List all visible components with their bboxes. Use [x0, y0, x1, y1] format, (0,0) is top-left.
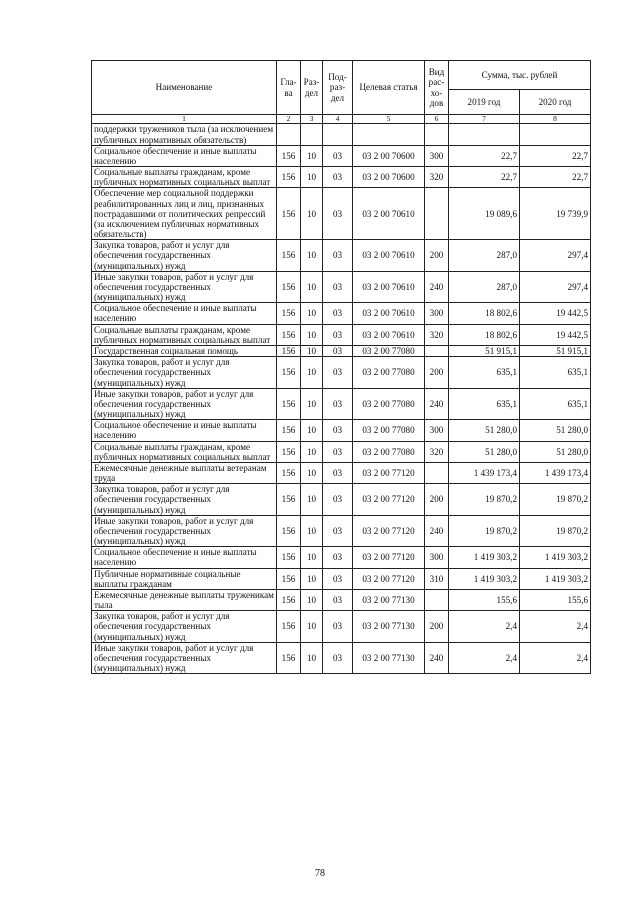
cell-glava: 156 [277, 271, 301, 303]
cell-razdel: 10 [301, 568, 323, 589]
cell-target: 03 2 00 77080 [353, 441, 425, 462]
header-target: Целевая статья [353, 61, 425, 115]
cell-vid: 240 [425, 515, 449, 547]
cell-glava: 156 [277, 240, 301, 272]
cell-2019: 19 089,6 [449, 188, 520, 240]
cell-2020: 51 280,0 [520, 420, 591, 441]
cell-2019: 19 870,2 [449, 484, 520, 516]
cell-vid [425, 589, 449, 610]
cell-name: Закупка товаров, работ и услуг для обеспечения государственных (муниципальных) нужд [92, 484, 277, 516]
cell-target: 03 2 00 70600 [353, 145, 425, 166]
header-podrazdel: Под-раз-дел [323, 61, 353, 115]
cell-glava: 156 [277, 145, 301, 166]
cell-target: 03 2 00 77080 [353, 357, 425, 389]
cell-2020: 635,1 [520, 357, 591, 389]
cell-name: Закупка товаров, работ и услуг для обеспечения государственных (муниципальных) нужд [92, 611, 277, 643]
header-2019: 2019 год [449, 90, 520, 115]
table-row [92, 568, 591, 589]
cell-name: Государственная социальная помощь [92, 346, 277, 357]
cell-podrazdel: 03 [323, 515, 353, 547]
cell-glava: 156 [277, 515, 301, 547]
cell-2019 [449, 124, 520, 145]
cell-2020: 1 439 173,4 [520, 462, 591, 483]
cell-glava: 156 [277, 589, 301, 610]
cell-2019: 2,4 [449, 642, 520, 674]
cell-2020: 22,7 [520, 145, 591, 166]
table-row [92, 642, 591, 674]
cell-razdel: 10 [301, 547, 323, 568]
table-row [92, 346, 591, 357]
cell-2020: 51 915,1 [520, 346, 591, 357]
table-row [92, 611, 591, 643]
column-number: 4 [323, 115, 353, 124]
cell-target: 03 2 00 70610 [353, 240, 425, 272]
cell-razdel: 10 [301, 188, 323, 240]
cell-glava: 156 [277, 484, 301, 516]
cell-vid [425, 462, 449, 483]
cell-razdel: 10 [301, 589, 323, 610]
header-name: Наименование [92, 61, 277, 115]
table-row [92, 589, 591, 610]
cell-glava: 156 [277, 388, 301, 420]
cell-name: Социальное обеспечение и иные выплаты населению [92, 547, 277, 568]
cell-glava: 156 [277, 167, 301, 188]
table-row [92, 271, 591, 303]
cell-name: Иные закупки товаров, работ и услуг для обеспечения государственных (муниципальных) нужд [92, 515, 277, 547]
cell-vid: 200 [425, 357, 449, 389]
cell-vid: 200 [425, 484, 449, 516]
cell-glava: 156 [277, 420, 301, 441]
table-row [92, 462, 591, 483]
cell-name: Социальные выплаты гражданам, кроме публичных нормативных социальных выплат [92, 167, 277, 188]
cell-razdel: 10 [301, 357, 323, 389]
column-number: 3 [301, 115, 323, 124]
cell-razdel: 10 [301, 642, 323, 674]
cell-podrazdel: 03 [323, 240, 353, 272]
column-number: 5 [353, 115, 425, 124]
cell-target: 03 2 00 77120 [353, 484, 425, 516]
cell-glava: 156 [277, 357, 301, 389]
table-row [92, 145, 591, 166]
cell-2020: 2,4 [520, 611, 591, 643]
cell-podrazdel: 03 [323, 145, 353, 166]
cell-target: 03 2 00 77080 [353, 388, 425, 420]
cell-target: 03 2 00 70600 [353, 167, 425, 188]
cell-vid [425, 346, 449, 357]
cell-podrazdel: 03 [323, 324, 353, 345]
cell-name: Социальное обеспечение и иные выплаты населению [92, 145, 277, 166]
cell-name: Ежемесячные денежные выплаты труженикам тыла [92, 589, 277, 610]
cell-2019: 51 915,1 [449, 346, 520, 357]
table-row [92, 484, 591, 516]
cell-podrazdel: 03 [323, 346, 353, 357]
cell-razdel: 10 [301, 484, 323, 516]
cell-vid: 240 [425, 642, 449, 674]
table-row [92, 240, 591, 272]
cell-2019: 635,1 [449, 357, 520, 389]
cell-vid: 320 [425, 167, 449, 188]
cell-razdel [301, 124, 323, 145]
cell-vid: 320 [425, 324, 449, 345]
cell-2019: 287,0 [449, 271, 520, 303]
cell-glava: 156 [277, 303, 301, 324]
header-2020: 2020 год [520, 90, 591, 115]
cell-podrazdel: 03 [323, 188, 353, 240]
cell-vid: 300 [425, 145, 449, 166]
cell-vid: 300 [425, 547, 449, 568]
cell-razdel: 10 [301, 388, 323, 420]
column-number-row [92, 115, 591, 124]
header-vid: Вид рас-хо-дов [425, 61, 449, 115]
cell-glava: 156 [277, 188, 301, 240]
cell-2019: 287,0 [449, 240, 520, 272]
cell-2020: 19 739,9 [520, 188, 591, 240]
cell-target: 03 2 00 77080 [353, 420, 425, 441]
cell-name: Иные закупки товаров, работ и услуг для обеспечения государственных (муниципальных) нужд [92, 271, 277, 303]
cell-name: Публичные нормативные социальные выплаты гражданам [92, 568, 277, 589]
cell-glava: 156 [277, 324, 301, 345]
cell-target: 03 2 00 77120 [353, 515, 425, 547]
column-number: 8 [520, 115, 591, 124]
cell-name: Социальные выплаты гражданам, кроме публичных нормативных социальных выплат [92, 324, 277, 345]
cell-podrazdel: 03 [323, 484, 353, 516]
cell-podrazdel: 03 [323, 568, 353, 589]
cell-2019: 1 419 303,2 [449, 568, 520, 589]
column-number: 2 [277, 115, 301, 124]
cell-vid: 300 [425, 420, 449, 441]
cell-vid: 240 [425, 271, 449, 303]
cell-podrazdel: 03 [323, 441, 353, 462]
cell-razdel: 10 [301, 324, 323, 345]
header-glava: Гла-ва [277, 61, 301, 115]
cell-razdel: 10 [301, 303, 323, 324]
cell-2020: 19 870,2 [520, 484, 591, 516]
cell-vid [425, 188, 449, 240]
column-number: 6 [425, 115, 449, 124]
table-row [92, 441, 591, 462]
cell-target: 03 2 00 77130 [353, 642, 425, 674]
cell-2019: 22,7 [449, 167, 520, 188]
cell-target: 03 2 00 70610 [353, 324, 425, 345]
cell-2019: 19 870,2 [449, 515, 520, 547]
cell-target: 03 2 00 77120 [353, 547, 425, 568]
cell-target: 03 2 00 77080 [353, 346, 425, 357]
cell-glava [277, 124, 301, 145]
cell-podrazdel: 03 [323, 611, 353, 643]
cell-razdel: 10 [301, 271, 323, 303]
table-row [92, 188, 591, 240]
cell-2019: 635,1 [449, 388, 520, 420]
header-razdel: Раз-дел [301, 61, 323, 115]
cell-name: Социальное обеспечение и иные выплаты населению [92, 303, 277, 324]
cell-vid: 200 [425, 240, 449, 272]
cell-glava: 156 [277, 462, 301, 483]
cell-2020: 297,4 [520, 240, 591, 272]
table-row [92, 303, 591, 324]
cell-2020: 297,4 [520, 271, 591, 303]
cell-2019: 51 280,0 [449, 441, 520, 462]
cell-podrazdel: 03 [323, 303, 353, 324]
cell-2019: 18 802,6 [449, 303, 520, 324]
cell-podrazdel: 03 [323, 547, 353, 568]
cell-razdel: 10 [301, 441, 323, 462]
cell-razdel: 10 [301, 167, 323, 188]
cell-2020: 1 419 303,2 [520, 568, 591, 589]
table-row [92, 547, 591, 568]
cell-podrazdel: 03 [323, 167, 353, 188]
cell-razdel: 10 [301, 420, 323, 441]
cell-razdel: 10 [301, 145, 323, 166]
table-row [92, 420, 591, 441]
cell-razdel: 10 [301, 346, 323, 357]
header-sum: Сумма, тыс. рублей [449, 61, 591, 90]
table-row [92, 167, 591, 188]
cell-podrazdel [323, 124, 353, 145]
cell-glava: 156 [277, 547, 301, 568]
cell-2020 [520, 124, 591, 145]
cell-name: поддержки тружеников тыла (за исключением публичных нормативных обязательств) [92, 124, 277, 145]
cell-2019: 1 419 303,2 [449, 547, 520, 568]
cell-name: Обеспечение мер социальной поддержки реабилитированных лиц и лиц, признанных пострадавшими от политических репрессий (за исключением публичных нормативных обязательств) [92, 188, 277, 240]
cell-podrazdel: 03 [323, 357, 353, 389]
cell-podrazdel: 03 [323, 420, 353, 441]
cell-target: 03 2 00 77120 [353, 462, 425, 483]
cell-target [353, 124, 425, 145]
table-body [92, 124, 591, 674]
cell-name: Закупка товаров, работ и услуг для обеспечения государственных (муниципальных) нужд [92, 240, 277, 272]
table-row [92, 357, 591, 389]
cell-target: 03 2 00 77120 [353, 568, 425, 589]
table-row [92, 324, 591, 345]
budget-table [91, 60, 591, 674]
cell-razdel: 10 [301, 462, 323, 483]
cell-target: 03 2 00 77130 [353, 589, 425, 610]
cell-2019: 18 802,6 [449, 324, 520, 345]
cell-razdel: 10 [301, 515, 323, 547]
cell-name: Ежемесячные денежные выплаты ветеранам труда [92, 462, 277, 483]
cell-2019: 22,7 [449, 145, 520, 166]
page-number: 78 [315, 868, 325, 879]
cell-2019: 155,6 [449, 589, 520, 610]
cell-name: Иные закупки товаров, работ и услуг для обеспечения государственных (муниципальных) нужд [92, 642, 277, 674]
table-row [92, 388, 591, 420]
cell-razdel: 10 [301, 240, 323, 272]
cell-glava: 156 [277, 568, 301, 589]
cell-2020: 2,4 [520, 642, 591, 674]
cell-2020: 155,6 [520, 589, 591, 610]
cell-razdel: 10 [301, 611, 323, 643]
cell-2020: 635,1 [520, 388, 591, 420]
budget-table-container [91, 60, 590, 674]
cell-glava: 156 [277, 642, 301, 674]
cell-vid: 200 [425, 611, 449, 643]
cell-name: Закупка товаров, работ и услуг для обеспечения государственных (муниципальных) нужд [92, 357, 277, 389]
cell-glava: 156 [277, 441, 301, 462]
cell-2020: 19 870,2 [520, 515, 591, 547]
cell-2020: 1 419 303,2 [520, 547, 591, 568]
cell-glava: 156 [277, 611, 301, 643]
cell-vid: 240 [425, 388, 449, 420]
cell-podrazdel: 03 [323, 462, 353, 483]
cell-name: Социальное обеспечение и иные выплаты населению [92, 420, 277, 441]
cell-2019: 51 280,0 [449, 420, 520, 441]
cell-podrazdel: 03 [323, 589, 353, 610]
cell-2020: 19 442,5 [520, 303, 591, 324]
cell-name: Иные закупки товаров, работ и услуг для обеспечения государственных (муниципальных) нужд [92, 388, 277, 420]
column-number: 7 [449, 115, 520, 124]
cell-vid [425, 124, 449, 145]
cell-glava: 156 [277, 346, 301, 357]
cell-2019: 1 439 173,4 [449, 462, 520, 483]
cell-podrazdel: 03 [323, 642, 353, 674]
table-row [92, 124, 591, 145]
cell-name: Социальные выплаты гражданам, кроме публичных нормативных социальных выплат [92, 441, 277, 462]
cell-podrazdel: 03 [323, 388, 353, 420]
cell-target: 03 2 00 70610 [353, 271, 425, 303]
column-number: 1 [92, 115, 277, 124]
cell-vid: 310 [425, 568, 449, 589]
table-row [92, 515, 591, 547]
cell-target: 03 2 00 70610 [353, 188, 425, 240]
cell-target: 03 2 00 70610 [353, 303, 425, 324]
cell-2020: 19 442,5 [520, 324, 591, 345]
cell-vid: 320 [425, 441, 449, 462]
cell-2019: 2,4 [449, 611, 520, 643]
cell-2020: 51 280,0 [520, 441, 591, 462]
cell-2020: 22,7 [520, 167, 591, 188]
cell-target: 03 2 00 77130 [353, 611, 425, 643]
cell-vid: 300 [425, 303, 449, 324]
cell-podrazdel: 03 [323, 271, 353, 303]
